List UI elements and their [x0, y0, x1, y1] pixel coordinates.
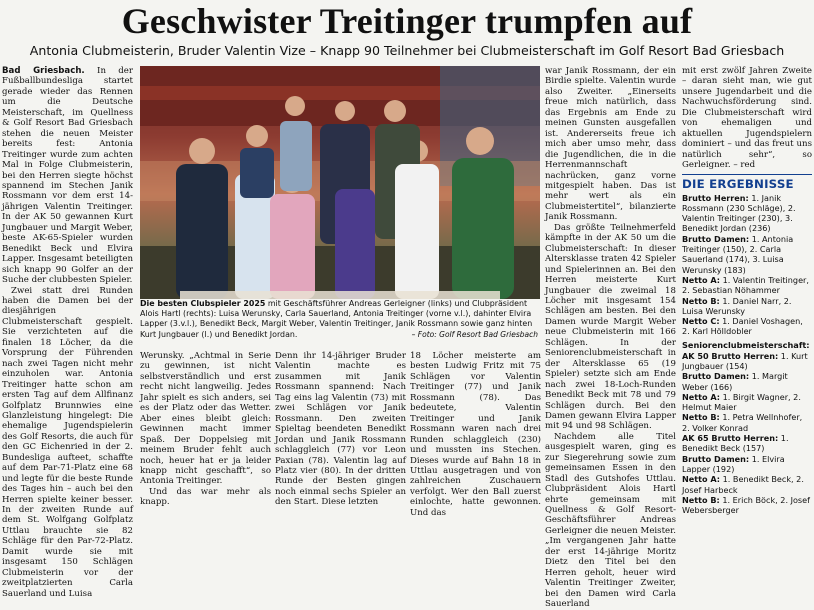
- article-column-1: [2, 66, 133, 599]
- group-photo: [140, 66, 540, 299]
- photo-credit: – Foto: Golf Resort Bad Griesbach: [411, 329, 538, 339]
- article-paragraph: Nachdem alle Titel ausgespielt waren, ging es zur Siegerehrung sowie zum gemeinsamen Essen in den Stadl des Gutshofes Uttlau. Clubpräsident Alois Hartl ehrte gemeinsam mit Quellness & Golf Resort-Geschäftsführer Andreas Gerleigner die neuen Meister. „Im vergangenen Jahr hatte der erst 14-jährige Moritz Dietz den Titel bei den Herren geholt, heuer wird Valentin Treitinger Zweiter, bei den Damen wird Carla Sauerland: [545, 431, 676, 610]
- photo-caption: [140, 299, 540, 340]
- dateline: Bad Griesbach.: [2, 66, 85, 76]
- results-entry: Netto A: 1. Valentin Treitinger, 2. Sebastian Nöhammer: [682, 274, 809, 296]
- results-entry: Brutto Herren: 1. Janik Rossmann (230 Schläge), 2. Valentin Treitinger (230), 3. Benedikt Jordan (236): [682, 192, 796, 234]
- article-paragraph: Werunsky. „Achtmal in Serie zu gewinnen, ist nicht selbstverständlich und erst recht nicht langweilig. Jedes Jahr spielt es sich anders, sei es der Platz oder das Wetter. Aber eines bleibt gleich: Gewinnen macht immer Spaß. Der Doppelsieg mit meinem Bruder fehlt auch noch, heuer hat er ja leider knapp nicht geschafft“, so Antonia Treitinger.: [140, 351, 271, 487]
- senior-results-heading: Seniorenclubmeisterschaft:: [682, 339, 810, 350]
- results-entry: Brutto Damen: 1. Elvira Lapper (192): [682, 453, 785, 474]
- results-entry: Netto B: 1. Petra Wellnhofer, 2. Volker Konrad: [682, 412, 803, 433]
- article-paragraph: mit erst zwölf Jahren Zweite – daran sieht man, wie gut unsere Jugendarbeit und die Nachwuchsförderung sind. Die Clubmeisterschaft wird von ehemaligen und aktuellen Jugendspielern dominiert – und das freut uns natürlich sehr“, so Gerleigner. – red: [682, 66, 812, 171]
- results-heading: DIE ERGEBNISSE: [682, 174, 812, 191]
- article-column-4: [410, 351, 541, 518]
- results-entry: AK 65 Brutto Herren: 1. Benedikt Beck (157): [682, 433, 789, 454]
- article-column-5: [545, 66, 676, 610]
- article-paragraph: 18 Löcher meisterte am besten Ludwig Fritz mit 75 Schlägen vor Valentin Treitinger (77) und Janik Rossmann (78). Das bedeutete, Valentin Treitinger und Janik Rossmann waren nach drei Runden schlaggleich (230) und mussten ins Stechen. Dieses wurde auf Bahn 18 in Uttlau ausgetragen und von zahlreichen Zuschauern verfolgt. Wer den Ball zuerst einlochte, hatte gewonnen. Und das: [410, 351, 541, 518]
- article-headline: Geschwister Treitinger trumpfen auf: [121, 1, 693, 41]
- results-entry: Netto B: 1. Erich Böck, 2. Josef Webersberger: [682, 494, 810, 516]
- results-entry: Netto A: 1. Benedikt Beck, 2. Josef Harbeck: [682, 474, 804, 495]
- article-column-2: [140, 351, 271, 508]
- results-entry: Netto C: 1. Daniel Voshagen, 2. Karl Hölldobler: [682, 316, 803, 337]
- article-paragraph: Zwei statt drei Runden haben die Damen bei der diesjährigen Clubmeisterschaft gespielt. Sie verzichteten auf die finalen 18 Löcher, da die Vorsprung der Führenden nach zwei Tagen nicht mehr einzuholen war. Antonia Treitinger hatte schon am ersten Tag auf dem Allfinanz Golfplatz Brunnwies eine Glanzleistung hingelegt: Die ehemalige Jugendspielerin des Golf Resorts, die auch für den GC Eichenried in der 2. Bundesliga aufteet, schaffte auf dem Par-71-Platz eine 68 und legte für die beste Runde des Tages hin – auch bei den Herren spielte keiner besser. In der zweiten Runde auf dem St. Wolfgang Golfplatz Uttlau brauchte sie 82 Schläge für den Par-72-Platz. Damit wurde sie mit insgesamt 150 Schlägen Clubmeisterin vor der zweitplatzierten Carla Sauerland und Luisa: [2, 285, 133, 599]
- author-tag: – red: [733, 160, 756, 171]
- results-entry: AK 50 Brutto Herren: 1. Kurt Jungbauer (154): [682, 350, 808, 371]
- results-entry: Netto B: 1. Daniel Narr, 2. Luisa Werunsky: [682, 295, 792, 316]
- caption-text: mit Geschäftsführer Andreas Gerleigner (links) und Clubpräsident Alois Hartl (rechts): Luisa Werunsky, Carla Sauerland, Antonia Treitinger (vorne v.l.), dahinter Elvira Lapper (3.v.l.), Benedikt Beck, Margit Weber, Valentin Treitinger, Janik Rossmann sowie ganz hinten Kurt Jungbauer (l.) und Benedikt Jordan.: [140, 299, 533, 339]
- article-subheadline: Antonia Clubmeisterin, Bruder Valentin Vize – Knapp 90 Teilnehmer bei Clubmeisterschaft im Golf Resort Bad Griesbach: [29, 43, 785, 58]
- group-photo-illustration: [140, 66, 540, 299]
- article-paragraph: Das größte Teilnehmerfeld kämpfte in der AK 50 um die Clubmeisterschaft: In dieser Altersklasse traten 42 Spieler und Spielerinnen an. Bei den Herren meisterte Kurt Jungbauer die zweimal 18 Löcher mit insgesamt 154 Schlägen am besten. Bei den Damen wurde Margit Weber neue Clubmeisterin mit 166 Schlägen. In der Seniorenclubmeisterschaft in der Altersklasse 65 (19 Spieler) setzte sich am Ende nach zwei 18-Loch-Runden Benedikt Beck mit 78 und 79 Schlägen durch. Bei den Damen gewann Elvira Lapper mit 94 und 98 Schlägen.: [545, 222, 676, 432]
- results-entry: Netto A: 1. Birgit Wagner, 2. Helmut Maier: [682, 391, 801, 413]
- article-column-3: [275, 351, 406, 508]
- article-paragraph: Denn ihr 14-jähriger Bruder Valentin machte es zusammen mit Janik Rossmann spannend: Nach Tag eins lag Valentin (73) mit zwei Schlägen vor Janik Rossmann. Den zweiten Spieltag beendeten Benedikt Jordan und Janik Rossmann schlaggleich (77) vor Leon Paxian (78). Valentin lag auf Platz vier (80). In der dritten Runde der Besten gingen noch einmal sechs Spieler an den Start. Diese letzten: [275, 351, 406, 508]
- article-paragraph: Und das war mehr als knapp.: [140, 486, 271, 508]
- article-paragraph: Bad Griesbach. In der Fußballbundesliga startet gerade wieder das Rennen um die Deutsche Meisterschaft, im Quellness & Golf Resort Bad Griesbach stehen die neuen Meister bereits fest: Antonia Treitinger wurde zum achten Mal in Folge Clubmeisterin, bei den Herren siegte höchst spannend im Stechen Janik Rossmann vor dem erst 14-jährigen Valentin Treitinger. In der AK 50 gewannen Kurt Jungbauer und Margit Weber, beste AK-65-Spieler wurden Benedikt Beck und Elvira Lapper. Insgesamt beteiligten sich knapp 90 Golfer an der Suche der clubbesten Spieler.: [2, 66, 134, 286]
- article-paragraph: war Janik Rossmann, der ein Birdie spielte. Valentin wurde also Zweiter. „Einerseits freue mich natürlich, dass das Ergebnis am Ende zu meinen Gunsten ausgefallen ist. Andererseits freue ich mich aber umso mehr, dass die Jugendlichen, die in die Herrenmannschaft nachrücken, ganz vorne mitgespielt haben. Das ist mehr wert als ein Clubmeistertitel“, bilanzierte Janik Rossmann.: [545, 66, 676, 223]
- article-column-6: [682, 66, 812, 515]
- results-entry: Brutto Damen: 1. Margit Weber (166): [682, 371, 788, 392]
- caption-lead: Die besten Clubspieler 2025: [140, 299, 266, 308]
- results-entry: Brutto Damen: 1. Antonia Treitinger (150), 2. Carla Sauerland (174), 3. Luisa Werunsky (183): [682, 233, 794, 275]
